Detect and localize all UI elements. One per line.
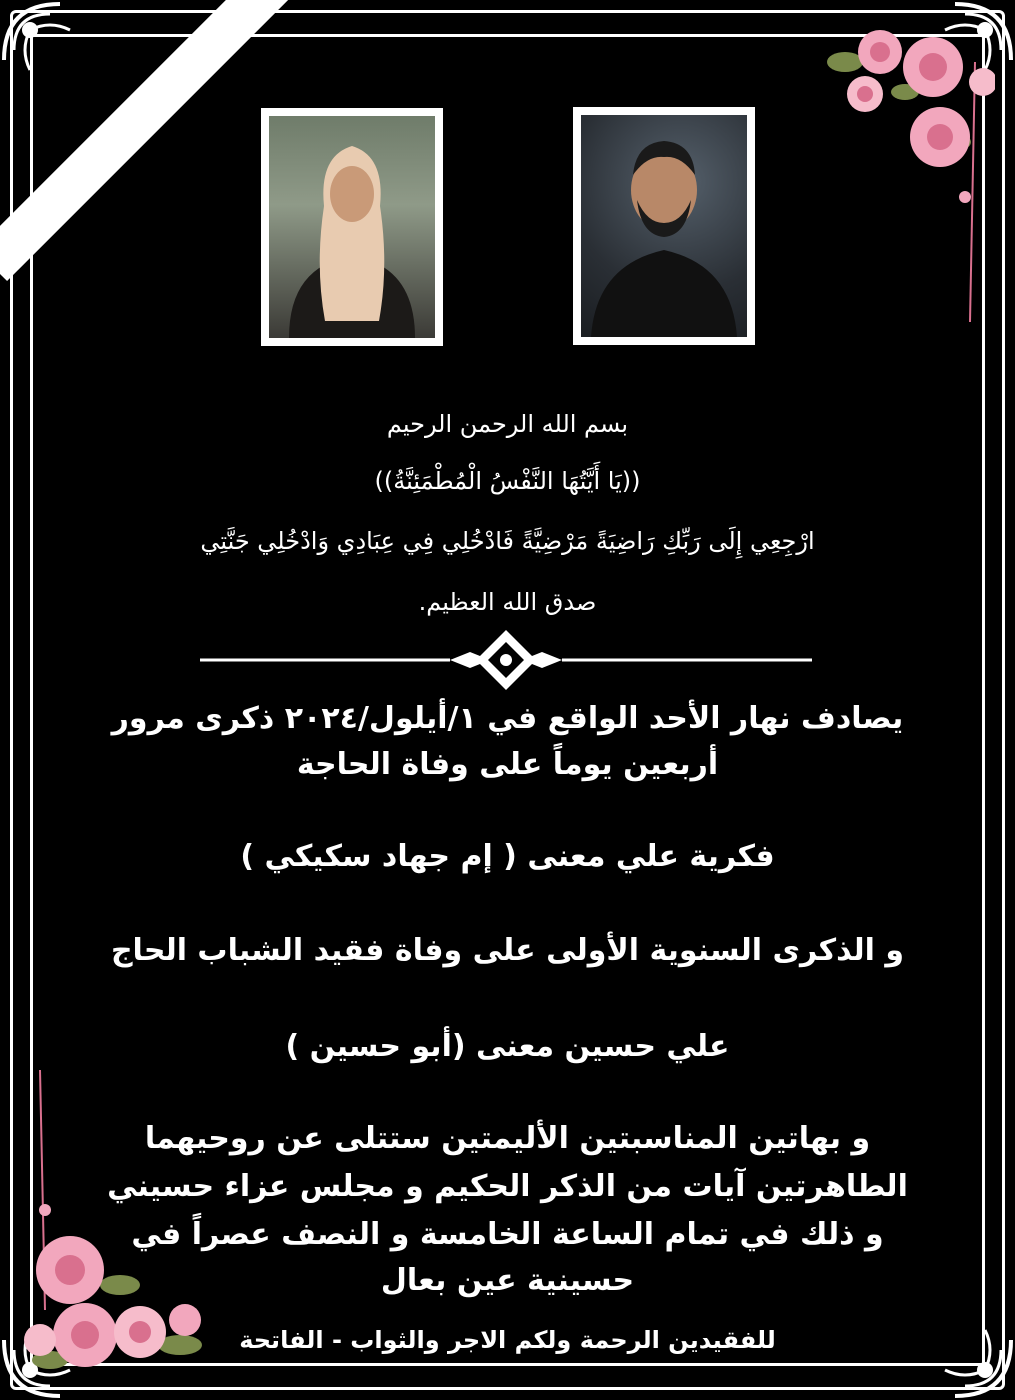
announcement-line-2: أربعين يوماً على وفاة الحاجة	[296, 747, 719, 782]
announcement-line-5: الطاهرتين آيات من الذكر الحكيم و مجلس عزاء حسيني	[107, 1169, 908, 1204]
photo-woman	[261, 108, 443, 346]
announcement-line-7: حسينية عين بعال	[380, 1263, 635, 1298]
closing-line: للفقيدين الرحمة ولكم الاجر والثواب - الفاتحة	[239, 1326, 776, 1354]
announcement-line-3: و الذكرى السنوية الأولى على وفاة فقيد الشباب الحاج	[110, 933, 905, 968]
corner-ornament-icon	[925, 1310, 1015, 1400]
rose-bouquet-icon	[805, 22, 995, 332]
announcement-line-4: و بهاتين المناسبتين الأليمتين ستتلى عن روحيهما	[144, 1121, 871, 1156]
corner-ornament-icon	[0, 0, 90, 90]
basmala: بسم الله الرحمن الرحيم	[386, 410, 629, 438]
portrait-man-icon	[581, 115, 747, 337]
verse-end: صدق الله العظيم.	[418, 588, 597, 616]
announcement-line-1: يصادف نهار الأحد الواقع في ١/أيلول/٢٠٢٤ ذكرى مرور	[111, 701, 904, 736]
verse-line-2: ارْجِعِي إِلَى رَبِّكِ رَاضِيَةً مَرْضِيَّةً فَادْخُلِي فِي عِبَادِي وَادْخُلِي جَنَّتِي	[200, 527, 815, 555]
photo-man	[573, 107, 755, 345]
verse-line-1: ((يَا أَيَّتُهَا النَّفْسُ الْمُطْمَئِنَّةُ))	[374, 467, 641, 495]
announcement-line-6: و ذلك في تمام الساعة الخامسة و النصف عصراً في	[131, 1217, 884, 1252]
ornamental-divider-icon	[200, 628, 812, 692]
portrait-woman-icon	[269, 116, 435, 338]
deceased-name-2: علي حسين معنى (أبو حسين )	[285, 1029, 730, 1064]
deceased-name-1: فكرية علي معنى ( إم جهاد سكيكي )	[240, 839, 775, 874]
